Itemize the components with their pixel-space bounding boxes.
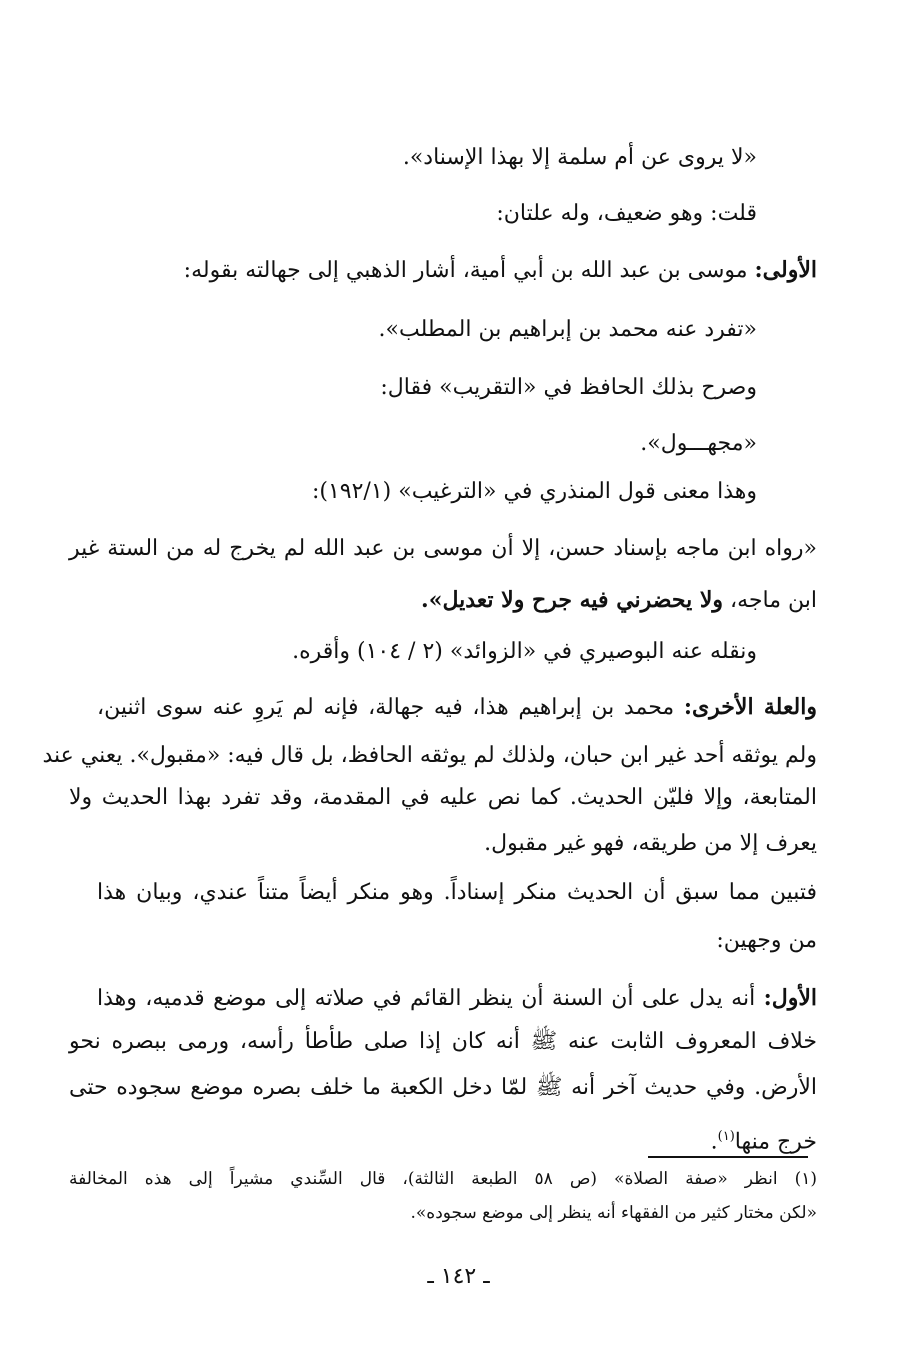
text-span: الأرض. وفي حديث آخر أنه ﷺ لمّا دخل الكعبة ما خلف بصره موضع سجوده حتى xyxy=(69,1075,817,1100)
text-span: وهذا معنى قول المنذري في «الترغيب» (١٩٢/١): xyxy=(311,479,757,504)
text-span: «تفرد عنه محمد بن إبراهيم بن المطلب». xyxy=(378,317,757,342)
mundhiri-quote-line-2 xyxy=(77,585,817,616)
text-span: قلت: وهو ضعيف، وله علتان: xyxy=(496,201,757,226)
second-defect-line xyxy=(97,692,817,723)
conclusion-line-2 xyxy=(69,926,817,956)
text-span: ونقله عنه البوصيري في «الزوائد» (٢ / ١٠٤) وأقره. xyxy=(292,639,757,664)
paragraph-line xyxy=(69,1122,817,1157)
paragraph-line xyxy=(69,783,817,813)
conclusion-line-1 xyxy=(97,878,817,908)
text-span: أنه يدل على أن السنة أن ينظر القائم في صلاته إلى موضع قدميه، وهذا xyxy=(97,986,764,1011)
text-span: موسى بن عبد الله بن أبي أمية، أشار الذهبي إلى جهالته بقوله: xyxy=(183,258,755,283)
text-span: ولم يوثقه أحد غير ابن حبان، ولذلك لم يوثقه الحافظ، بل قال فيه: «مقبول». يعني عند xyxy=(42,743,817,768)
text-span: «رواه ابن ماجه بإسناد حسن، إلا أن موسى بن عبد الله لم يخرج له من الستة غير xyxy=(69,536,817,561)
text-span: (١) انظر «صفة الصلاة» (ص ٥٨ الطبعة الثالثة)، قال السِّندي مشيراً إلى هذه المخالفة xyxy=(69,1169,817,1189)
footnote-line-2 xyxy=(69,1200,817,1226)
footnote-line-1 xyxy=(69,1166,817,1192)
text-span: المتابعة، وإلا فليّن الحديث. كما نص عليه في المقدمة، وقد تفرد بهذا الحديث ولا xyxy=(69,785,817,810)
footnote-marker: (١) xyxy=(717,1129,735,1144)
busiri-line xyxy=(157,637,757,667)
first-defect-heading: الأولى: xyxy=(754,257,817,283)
dhahabi-quote xyxy=(157,315,757,345)
paragraph-line xyxy=(69,1027,817,1057)
paragraph-line xyxy=(69,829,817,859)
text-span: وصرح بذلك الحافظ في «التقريب» فقال: xyxy=(380,375,757,400)
first-defect-line xyxy=(97,255,817,286)
comment-line xyxy=(157,199,757,229)
text-span: فتبين مما سبق أن الحديث منكر إسناداً. وهو منكر أيضاً متناً عندي، وبيان هذا xyxy=(97,880,818,905)
text-span: «لكن مختار كثير من الفقهاء أنه ينظر إلى موضع سجوده». xyxy=(410,1203,817,1223)
quote-line-1 xyxy=(157,143,757,173)
text-span: ابن ماجه، xyxy=(723,588,817,613)
text-span: «مجهـــول». xyxy=(640,431,757,456)
first-aspect-heading: الأول: xyxy=(763,985,817,1011)
mundhiri-quote-line-1 xyxy=(69,534,817,564)
mundhiri-line xyxy=(157,477,757,507)
paragraph-line xyxy=(42,741,817,771)
text-span: يعرف إلا من طريقه، فهو غير مقبول. xyxy=(484,831,817,856)
text-span: محمد بن إبراهيم هذا، فيه جهالة، فإنه لم يَروِ عنه سوى اثنين، xyxy=(97,695,684,720)
page-number: ـ ١٤٢ ـ xyxy=(427,1264,490,1289)
text-span: «لا يروى عن أم سلمة إلا بهذا الإسناد». xyxy=(402,145,757,170)
text-span: خلاف المعروف الثابت عنه ﷺ أنه كان إذا صلى طأطأ رأسه، ورمى ببصره نحو xyxy=(69,1029,817,1054)
majhul-quote xyxy=(157,429,757,459)
paragraph-line xyxy=(69,1073,817,1103)
text-span: . xyxy=(710,1129,718,1155)
text-span: خرج منها xyxy=(734,1129,817,1155)
first-aspect-line xyxy=(97,983,817,1014)
footnote-separator xyxy=(648,1156,808,1158)
hafiz-line xyxy=(157,373,757,403)
bold-quote: ولا يحضرني فيه جرح ولا تعديل». xyxy=(421,587,724,613)
text-span: من وجهين: xyxy=(716,928,817,953)
second-defect-heading: والعلة الأخرى: xyxy=(683,694,818,720)
